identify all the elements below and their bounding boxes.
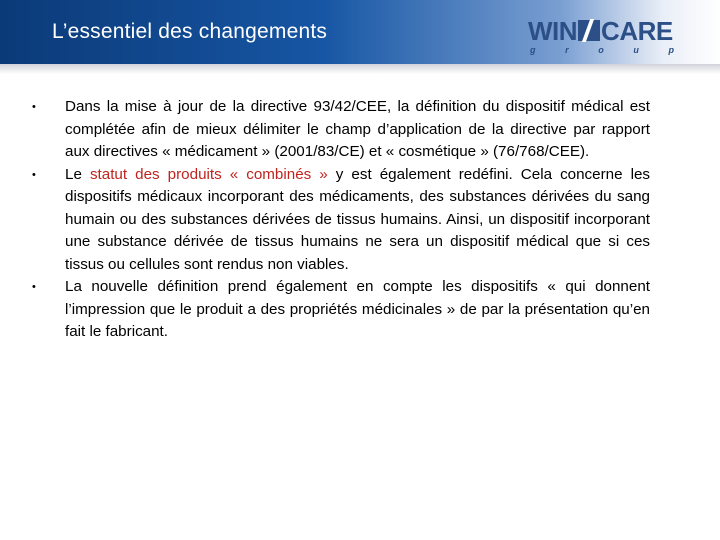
bullet-item [28,164,650,277]
highlighted-term: statut des produits « combinés » [89,165,328,183]
bullet-text: La nouvelle définition prend également en compte les dispositifs « qui donnent l’impression que le produit a des propriétés médicinales » de par la présentation qu’en fait le fabricant. [65,278,650,340]
logo-subtitle [530,45,674,55]
logo-wordmark [528,17,673,45]
logo-slash-mark [578,20,600,41]
bullet-text: Dans la mise à jour de la directive 93/42/CEE, la définition du dispositif médical est complétée afin de mieux délimiter le champ d’application de la directive par rapport aux directives « médicament » (2001/83/CE) et « cosmétique » (76/768/CEE). [65,98,650,160]
bullet-text-suffix: y est également redéfini. Cela concerne les dispositifs médicaux incorporant des médicaments, des substances dérivées du sang humain ou des substances dérivées de tissus humains. Ainsi, un dispositif incorporant une substance dérivée de tissus humains ne sera un dispositif médical que si ces tissus ou cellules sont rendus non viables. [65,165,651,273]
logo-sub-letter: p [668,45,674,55]
bullet-text [65,164,650,277]
logo-sub-letter: o [598,45,604,55]
bullet-marker: • [32,101,36,113]
logo-sub-letter: g [530,45,536,55]
bullet-marker: • [32,281,36,293]
page-title: L’essentiel des changements [52,20,328,43]
bullet-marker: • [32,168,36,181]
wincare-group-logo [528,17,678,55]
bullet-item [28,96,650,164]
bullet-item [28,276,650,344]
logo-word-left: WIN [528,16,578,46]
logo-sub-letter: r [565,45,569,55]
logo-word-right: CARE [601,16,673,46]
title-bar-shadow [0,64,720,74]
logo-sub-letter: u [633,45,639,55]
bullet-text-prefix: Le [65,165,90,183]
bullet-list [28,96,650,344]
